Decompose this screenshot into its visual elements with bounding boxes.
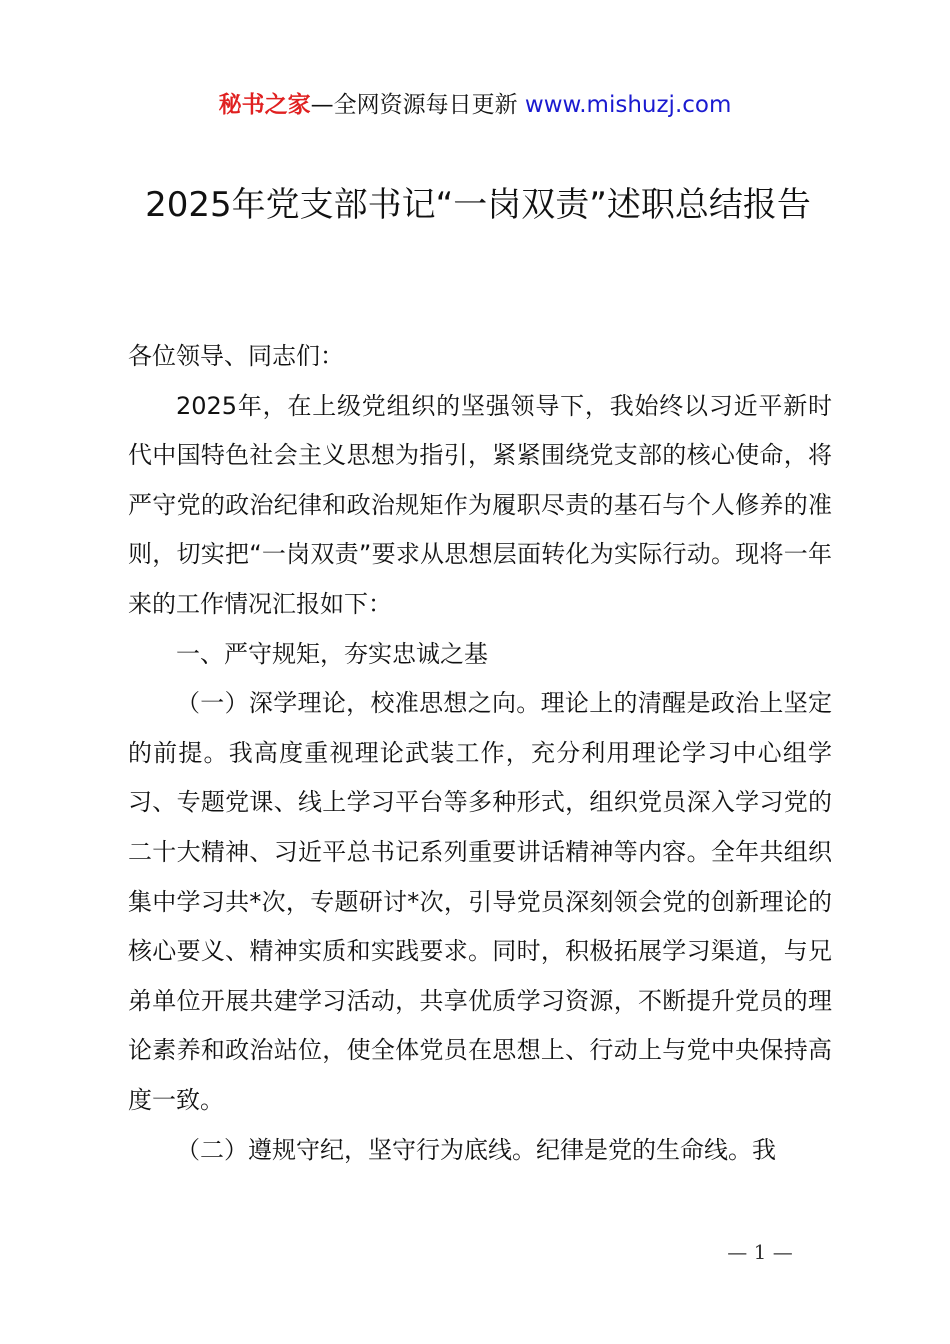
site-header	[0, 88, 950, 122]
site-brand: 秘书之家	[218, 92, 311, 118]
page-number: — 1 —	[727, 1240, 793, 1264]
site-tagline: —全网资源每日更新	[310, 92, 518, 118]
document-title: 2025年党支部书记“一岗双责”述职总结报告	[145, 185, 811, 225]
salutation: 各位领导、同志们：	[128, 342, 344, 370]
site-url-link[interactable]: www.mishuzj.com	[524, 92, 732, 118]
document-body	[128, 332, 832, 1175]
paragraph-intro: 2025年，在上级党组织的坚强领导下，我始终以习近平新时代中国特色社会主义思想为指引，紧紧围绕党支部的核心使命，将严守党的政治纪律和政治规矩作为履职尽责的基石与个人修养的准则，切实把“一岗双责”要求从思想层面转化为实际行动。现将一年来的工作情况汇报如下：	[128, 391, 832, 618]
paragraph-theory-study: （一）深学理论，校准思想之向。理论上的清醒是政治上坚定的前提。我高度重视理论武装工作，充分利用理论学习中心组学习、专题党课、线上学习平台等多种形式，组织党员深入学习党的二十大精神、习近平总书记系列重要讲话精神等内容。全年共组织集中学习共*次，专题研讨*次，引导党员深刻领会党的创新理论的核心要义、精神实质和实践要求。同时，积极拓展学习渠道，与兄弟单位开展共建学习活动，共享优质学习资源，不断提升党员的理论素养和政治站位，使全体党员在思想上、行动上与党中央保持高度一致。	[128, 689, 832, 1114]
paragraph-discipline: （二）遵规守纪，坚守行为底线。纪律是党的生命线。我	[176, 1135, 776, 1164]
section-heading-1: 一、严守规矩，夯实忠诚之基	[176, 639, 488, 668]
